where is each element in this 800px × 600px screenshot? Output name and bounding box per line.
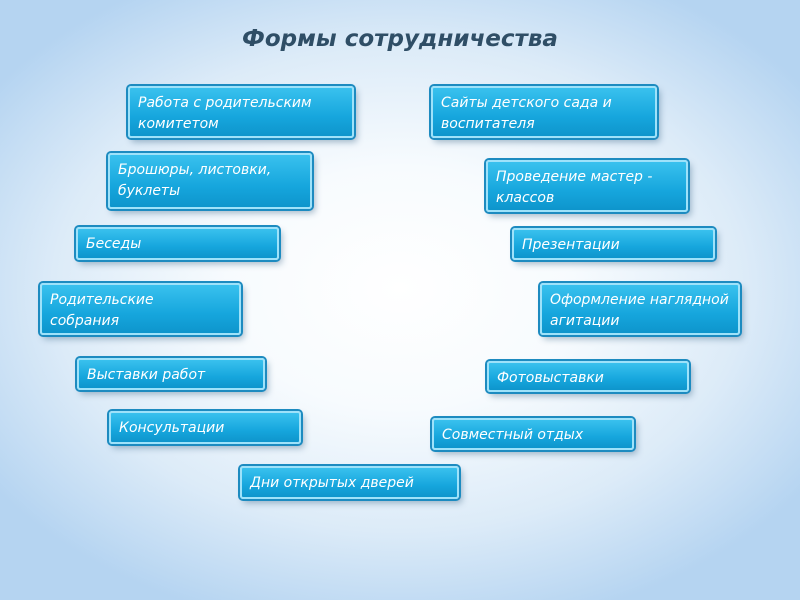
form-box-brochures	[108, 153, 312, 209]
form-label: Фотовыставки	[497, 370, 604, 386]
form-box-websites	[431, 86, 657, 138]
form-label: Родительские собрания	[50, 292, 154, 329]
form-label: Выставки работ	[87, 367, 206, 383]
form-box-photo-exhibitions	[487, 361, 689, 392]
form-label: Проведение мастер - классов	[496, 169, 653, 206]
form-box-conversations	[76, 227, 279, 260]
form-label: Брошюры, листовки, буклеты	[118, 162, 272, 199]
form-box-joint-leisure	[432, 418, 634, 450]
form-label: Сайты детского сада и воспитателя	[441, 95, 612, 132]
form-box-presentations	[512, 228, 715, 260]
form-label: Презентации	[522, 237, 620, 253]
form-box-master-classes	[486, 160, 688, 212]
form-label: Консультации	[119, 420, 225, 436]
form-box-visual-campaign	[540, 283, 740, 335]
form-box-open-days	[240, 466, 459, 499]
form-label: Работа с родительским комитетом	[138, 95, 312, 132]
form-box-works-exhibitions	[77, 358, 265, 390]
form-label: Беседы	[86, 236, 142, 252]
form-label: Дни открытых дверей	[250, 475, 414, 491]
form-label: Совместный отдых	[442, 427, 584, 443]
form-label: Оформление наглядной агитации	[550, 292, 729, 329]
form-box-parent-meetings	[40, 283, 241, 335]
form-box-consultations	[109, 411, 301, 444]
diagram-title: Формы сотрудничества	[242, 26, 558, 52]
form-box-parent-committee	[128, 86, 354, 138]
